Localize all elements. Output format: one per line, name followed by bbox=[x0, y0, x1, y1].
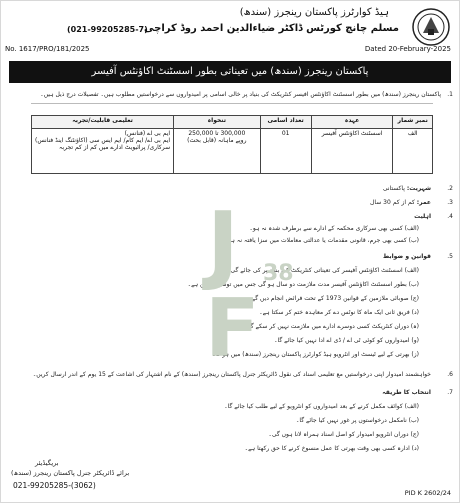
rule-item: (د) فریق ثانی ایک ماہ کا نوٹس دے کر معاہدہ ختم کر سکتا ہے۔ bbox=[259, 309, 419, 316]
selection-item: (الف) کوائف مکمل کرنے کے بعد امیدواروں کو انٹرویو کے لیے طلب کیا جائے گا۔ bbox=[224, 403, 419, 410]
signature-office: برائے ڈائریکٹر جنرل پاکستان رینجرز (سندھ) bbox=[11, 469, 130, 477]
header-line2: مسلم چانچ کورٹس ڈاکٹر ضیاءالدین احمد روڈ کراچی bbox=[144, 23, 399, 34]
rules-label: قوانین و ضوابط bbox=[382, 253, 431, 260]
eligibility-item: (ب) کسی بھی جرم، قانونی مقدمات یا عدالتی معاملات میں سزا یافتہ نہ ہو۔ bbox=[224, 237, 419, 244]
salary-note: روپے ماہانہ (قابل بحث) bbox=[187, 137, 247, 144]
rule-item: (ہ) دوران کنٹریکٹ کسی دوسرے ادارے میں ملازمت نہیں کر سکے گا۔ bbox=[245, 323, 419, 330]
header-phone: (021-99205285-7) bbox=[67, 25, 148, 34]
salary-range: 300,000 تا 250,000 bbox=[188, 130, 246, 137]
header-qualification: تعلیمی قابلیت/تجربہ bbox=[32, 116, 174, 129]
cell-salary bbox=[174, 129, 260, 174]
age-row bbox=[370, 199, 431, 206]
eligibility-item: (الف) کسی بھی سرکاری محکمہ کے ادارے سے برطرف شدہ نہ ہو۔ bbox=[249, 225, 419, 232]
eligibility-label: اہلیت bbox=[414, 213, 431, 220]
section-number: 2. bbox=[447, 185, 453, 192]
rules-heading bbox=[383, 253, 431, 260]
cell-count: 01 bbox=[260, 129, 311, 174]
rule-item: (ب) بطور اسسٹنٹ اکاؤنٹس آفیسر مدت ملازمت دو سال ہو گی جس میں توسیع ممکن ہے۔ bbox=[187, 281, 419, 288]
watermark-number: 38 bbox=[263, 261, 294, 286]
selection-heading bbox=[382, 389, 431, 396]
nationality-label: شہریت: bbox=[406, 185, 431, 192]
reference-number: No. 1617/PRO/181/2025 bbox=[5, 45, 90, 53]
table-row bbox=[32, 129, 433, 174]
table-header-row bbox=[32, 116, 433, 129]
cell-post: اسسٹنٹ اکاؤنٹس آفیسر bbox=[311, 129, 393, 174]
selection-item: (ج) دوران انٹرویو امیدوار کو اصل اسناد ہمراہ لانا ہوں گی۔ bbox=[268, 431, 419, 438]
signature-title: بریگیڈیئر bbox=[35, 459, 59, 467]
rule-item: (و) امیدواروں کو کوئی ٹی اے / ڈی اے ادا نہیں کیا جائے گا۔ bbox=[274, 337, 419, 344]
eligibility-heading bbox=[414, 213, 431, 220]
age-label: عمر: bbox=[416, 199, 431, 206]
header-line1: ہیڈ کوارٹرز پاکستان رینجرز (سندھ) bbox=[239, 7, 389, 18]
footer-phone: 021-99205285-(3062) bbox=[13, 481, 96, 490]
issue-date: Dated 20-February-2025 bbox=[364, 45, 451, 53]
intro-text: پاکستان رینجرز (سندھ) میں بطور اسسٹنٹ اکاؤنٹس آفیسر کنٹریکٹ کی بنیاد پر خالی اسامی پر امیدواروں سے درخواستیں مطلوب ہیں۔ تفصیلات درج ذیل ہیں۔ bbox=[40, 91, 441, 98]
header-count: تعداد اسامی bbox=[260, 116, 311, 129]
rule-item: (ز) بھرتی کے لیے ٹیسٹ اور انٹرویو ہیڈ کوارٹرز پاکستان رینجرز (سندھ) میں ہو گا۔ bbox=[212, 351, 419, 358]
section-number: 5. bbox=[447, 253, 453, 260]
header-serial: نمبر شمار bbox=[393, 116, 433, 129]
cell-serial: الف bbox=[393, 129, 433, 174]
header-post: عہدہ bbox=[311, 116, 393, 129]
intro-number: 1. bbox=[447, 91, 453, 98]
qualification-line: ایم بی اے/ ایم کام/ ایم ایس سی (اکاؤنٹنگ اینڈ فنانس) bbox=[35, 137, 171, 144]
watermark-letter-j: J bbox=[207, 194, 239, 294]
rangers-emblem-icon bbox=[411, 7, 451, 47]
header-salary: تنخواہ bbox=[174, 116, 260, 129]
qualification-line: ایم بی اے (فنانس) bbox=[124, 130, 171, 137]
rule-item: (ج) صوبائی ملازمین کے قوانین 1973 کے تحت فرائض انجام دیں گے۔ bbox=[248, 295, 419, 302]
selection-label: انتخاب کا طریقہ bbox=[382, 389, 431, 396]
selection-item: (د) ادارہ کسی بھی وقت بھرتی کا عمل منسوخ کرنے کا حق رکھتا ہے۔ bbox=[244, 445, 419, 452]
qualification-line: سرکاری/ پرائیویٹ ادارے میں کم از کم تجربہ bbox=[59, 144, 171, 151]
watermark-letter-f: F bbox=[205, 282, 260, 375]
section-number: 7. bbox=[447, 389, 453, 396]
pid-number: PID K 2602/24 bbox=[404, 489, 451, 497]
title-bar: پاکستان رینجرز (سندھ) میں تعیناتی بطور اسسٹنٹ اکاؤنٹس آفیسر bbox=[9, 61, 451, 83]
divider bbox=[31, 103, 433, 104]
cell-qualification bbox=[32, 129, 174, 174]
rule-item: (الف) اسسٹنٹ اکاؤنٹس آفیسر کی تعیناتی کنٹریکٹ کی بنیاد پر کی جائے گی۔ bbox=[226, 267, 419, 274]
apply-text: خواہشمند امیدوار اپنی درخواستیں مع تعلیمی اسناد کی نقول ڈائریکٹر جنرل پاکستان رینجرز (سندھ) کے نام اشتہار کی اشاعت کے 15 یوم کے اندر ارسال کریں۔ bbox=[32, 371, 431, 378]
section-number: 6. bbox=[447, 371, 453, 378]
section-number: 3. bbox=[447, 199, 453, 206]
age-value: کم از کم 30 سال bbox=[370, 199, 415, 206]
jobs-table bbox=[31, 115, 433, 174]
nationality-row bbox=[383, 185, 431, 192]
section-number: 4. bbox=[447, 213, 453, 220]
nationality-value: پاکستانی bbox=[382, 185, 405, 192]
selection-item: (ب) نامکمل درخواستوں پر غور نہیں کیا جائے گا۔ bbox=[295, 417, 419, 424]
